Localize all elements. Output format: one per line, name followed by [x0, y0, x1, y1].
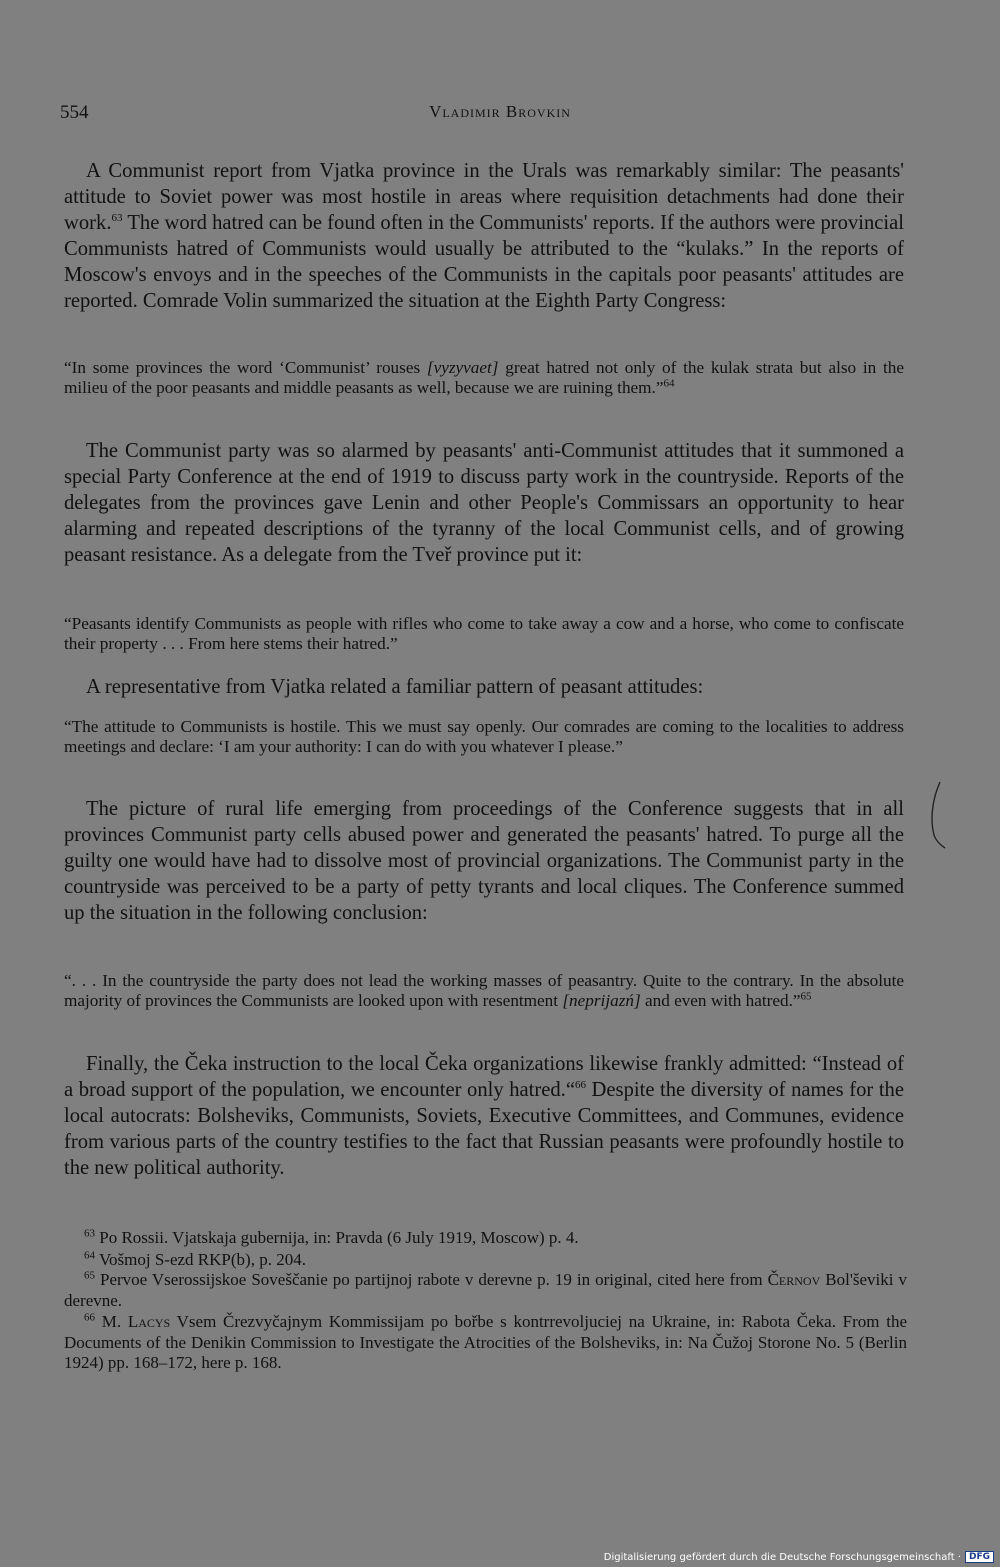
quote-3: “The attitude to Communists is hostile. This we must say openly. Our comrades are coming to the localities to address meetings and declare: ‘I am your authority: I can do with you whatever I please.”: [64, 717, 904, 756]
footnote-ref[interactable]: 63: [111, 212, 123, 225]
paragraph-5: Finally, the Čeka instruction to the local Čeka organizations likewise frankly admitted: “Instead of a broad support of the population, we encounter only hatred.“$^{66}$ Despite the diversity of names for the local autocrats: Bolsheviks, Communists, Soviets, Executive Committees, and Communes, evidence from various parts of the country testifies to the fact that Russian peasants were profoundly hostile to the new political authority.: [64, 1053, 904, 1179]
footnote-ref[interactable]: 66: [574, 1079, 586, 1092]
footnote: $^{63}$ Po Rossii. Vjatskaja gubernija, in: Pravda (6 July 1919, Moscow) p. 4.: [84, 1227, 579, 1247]
page-number: 554: [60, 102, 89, 123]
paragraph-1: A Communist report from Vjatka province in the Urals was remarkably similar: The peasants' attitude to Soviet power was most hostile in areas where requisition detachments had done their work.$^{63}$ The word hatred can be found often in the Communists' reports. If the authors were provincial Communists hatred of Communists would usually be attributed to the “kulaks.” In the reports of Moscow's envoys and in the speeches of the Communists in the capitals poor peasants' attitudes are reported. Comrade Volin summarized the situation at the Eighth Party Congress:: [64, 160, 904, 312]
running-head: Vladimir Brovkin: [429, 102, 571, 121]
quote-4: “. . . In the countryside the party does not lead the working masses of peasantry. Quite to the contrary. In the absolute majority of provinces the Communists are looked upon with resentment [neprijazń] and even with hatred.”$^{65}$: [64, 971, 904, 1010]
footnote: $^{65}$ Pervoe Vserossijskoe Soveščanie po partijnoj rabote v derevne p. 19 in original, cited here from Černov Bol'ševiki v derevne.: [64, 1269, 907, 1310]
paragraph-2: The Communist party was so alarmed by peasants' anti-Communist attitudes that it summoned a special Party Conference at the end of 1919 to discuss party work in the countryside. Reports of the delegates from the provinces gave Lenin and other People's Commissars an opportunity to hear alarming and repeated descriptions of the tyranny of the local Communist cells, and of growing peasant resistance. As a delegate from the Tveř province put it:: [64, 440, 904, 566]
paragraph-3: A representative from Vjatka related a familiar pattern of peasant attitudes:: [86, 676, 704, 698]
footer: [604, 1551, 994, 1563]
dfg-logo: DFG: [965, 1551, 994, 1563]
footnote-ref[interactable]: 64: [663, 376, 675, 389]
quote-1: “In some provinces the word ‘Communist’ rouses [vyzyvaet] great hatred not only of the kulak strata but also in the milieu of the poor peasants and middle peasants as well, because we are ruining them.”$^{64}$: [64, 358, 904, 397]
footnote-ref[interactable]: 65: [800, 989, 812, 1002]
quote-2: “Peasants identify Communists as people with rifles who come to take away a cow and a horse, who come to confiscate their property . . . From here stems their hatred.”: [64, 614, 904, 653]
margin-bracket-mark: [928, 780, 948, 850]
footnote: $^{66}$ M. Lacys Vsem Črezvyčajnym Kommissijam po bořbe s kontrrevoljuciej na Ukraine, in: Rabota Čeka. From the Documents of the Denikin Commission to Investigate the Atrocities of the Bolsheviks, in: Na Čužoj Storone No. 5 (Berlin 1924) pp. 168–172, here p. 168.: [64, 1311, 907, 1372]
footnote: $^{64}$ Vošmoj S-ezd RKP(b), p. 204.: [84, 1249, 306, 1269]
paragraph-4: The picture of rural life emerging from proceedings of the Conference suggests that in all provinces Communist party cells abused power and generated the peasants' hatred. To purge all the guilty one would have had to dissolve most of provincial organizations. The Communist party in the countryside was perceived to be a party of petty tyrants and local cliques. The Conference summed up the situation in the following conclusion:: [64, 798, 904, 924]
footer-text: Digitalisierung gefördert durch die Deutsche Forschungsgemeinschaft ·: [603, 1551, 961, 1563]
